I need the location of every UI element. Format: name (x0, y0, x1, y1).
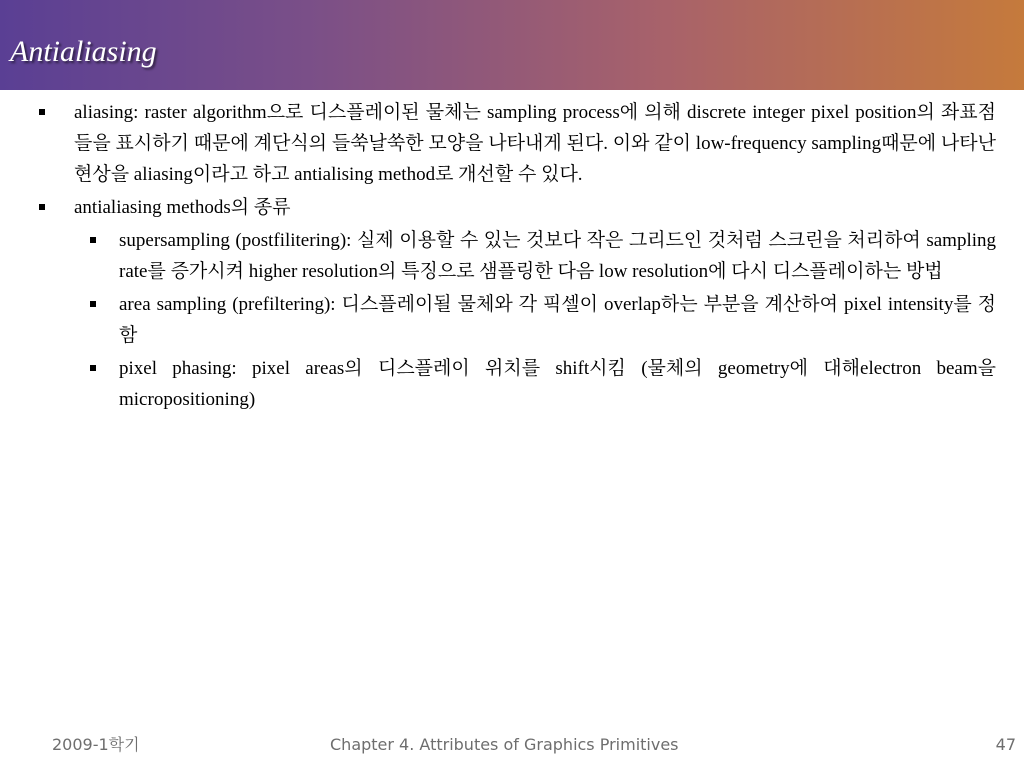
sub-bullet-item-area-sampling (119, 289, 996, 351)
footer-chapter-title: Chapter 4. Attributes of Graphics Primitives (330, 735, 679, 754)
sub-bullet-text: supersampling (postfilitering): 실제 이용할 수 있는 것보다 작은 그리드인 것처럼 스크린을 처리하여 sampling rate를 증가시켜 higher resolution의 특징으로 샘플링한 다음 low resolution에 다시 디스플레이하는 방법 (119, 230, 996, 282)
sub-bullet-text: area sampling (prefiltering): 디스플레이될 물체와 각 픽셀이 overlap하는 부분을 계산하여 pixel intensity를 정함 (119, 294, 996, 346)
bullet-item-antialiasing-methods (74, 192, 996, 223)
square-bullet-icon (90, 365, 96, 371)
bullet-text: aliasing: raster algorithm으로 디스플레이된 물체는 sampling process에 의해 discrete integer pixel position의 좌표점들을 표시하기 때문에 계단식의 들쑥날쑥한 모양을 나타내게 된다. 이와 같이 low-frequency sampling때문에 나타난 현상을 aliasing이라고 하고 antialising method로 개선할 수 있다. (74, 102, 996, 185)
footer-semester: 2009-1학기 (52, 735, 140, 754)
sub-bullet-text: pixel phasing: pixel areas의 디스플레이 위치를 shift시킴 (물체의 geometry에 대해electron beam을 micropositioning) (119, 358, 996, 410)
bullet-text: antialiasing methods의 종류 (74, 197, 291, 218)
square-bullet-icon (90, 301, 96, 307)
slide-title: Antialiasing (10, 35, 157, 68)
square-bullet-icon (39, 109, 45, 115)
sub-bullet-item-supersampling (119, 225, 996, 287)
slide-content (0, 97, 1024, 417)
footer-page-number: 47 (995, 735, 1016, 754)
sub-bullet-item-pixel-phasing (119, 353, 996, 415)
square-bullet-icon (39, 204, 45, 210)
square-bullet-icon (90, 237, 96, 243)
bullet-item-aliasing (74, 97, 996, 190)
